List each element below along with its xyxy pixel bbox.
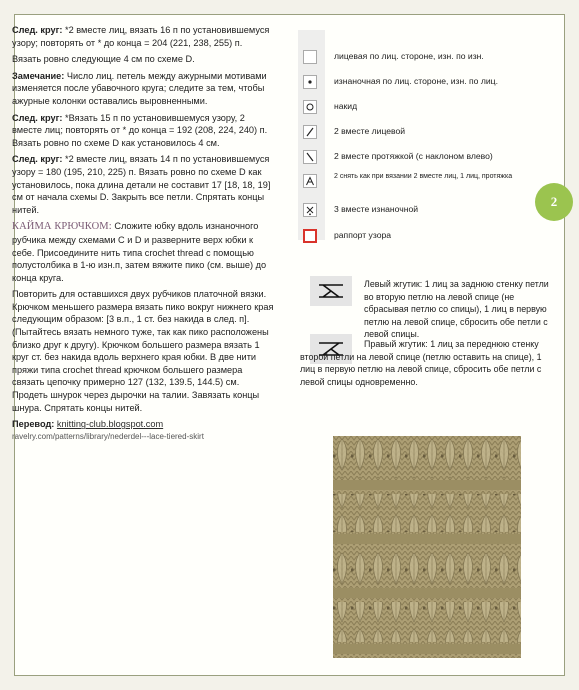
legend-label: накид <box>334 101 358 111</box>
legend-label: изнаночная по лиц. стороне, изн. по лиц. <box>334 76 498 86</box>
dot-cell-icon <box>303 75 317 89</box>
x-dot-cell-icon <box>303 203 317 217</box>
paragraph-text: Сложите юбку вдоль изнаночного рубчика между схемами C и D и разверните верх юбки к себе. Присоедините нить типа crochet thread с помощью полустолбика в 1-ю изн.п, затем вяжите пико (см. выше) до конца круга. <box>12 221 267 283</box>
left-twist-description: Левый жгутик: 1 лиц за заднюю стенку петли во вторую петлю на левой спице (не сбрасывая петлю со спицы), 1 лиц в первую петлю на левой спице, сбросить обе петли с левой спицы. <box>364 279 549 339</box>
paragraph-5 <box>12 153 274 216</box>
left-twist-text <box>364 278 560 341</box>
instructions-column <box>12 24 274 443</box>
paragraph-label: След. круг: <box>12 25 63 35</box>
paragraph-label: След. круг: <box>12 154 63 165</box>
right-twist-description: Правый жгутик: 1 лиц за переднюю стенку второй петли на левой спице (петлю оставить на спице), 1 лиц в первую петлю на левой спице, сбросить обе петли с левой спицы одновременно. <box>300 339 542 387</box>
section-heading: КАЙМА КРЮЧКОМ: <box>12 221 112 233</box>
legend-label: раппорт узора <box>334 230 392 240</box>
paragraph-label: Замечание: <box>12 70 65 81</box>
source-url[interactable]: ravelry.com/patterns/library/nederdel---lace-tiered-skirt <box>12 431 204 441</box>
blank-cell-icon <box>303 50 317 64</box>
paragraph-4 <box>12 112 274 150</box>
paragraph-7: Повторить для оставшихся двух рубчиков платочной вязки. Крючком меньшего размера вязать пико вокруг нижнего края следующим образом: [3 в.п., 1 ст. без накида в след. п]. (Пытайтесь вязать немного туже, так как пико расположены близко друг к другу). Крючком большего размера вязать 1 круг ст. без накида вдоль верхнего края юбки. В две нити пряжи типа crochet thread крючком большего размера связать цепочку примерно 127 (132, 139.5, 144.5) см. Продеть шнурок через дырочки на талии. Завязать концы шнура. Спрятать концы нитей. <box>12 289 274 413</box>
paragraph-1 <box>12 24 274 49</box>
legend-label: 3 вместе изнаночной <box>334 204 419 214</box>
paragraph-2: Вязать ровно следующие 4 см по схеме D. <box>12 54 195 65</box>
legend-label: 2 вместе лицевой <box>334 126 406 136</box>
legend-label: лицевая по лиц. стороне, изн. по изн. <box>334 51 484 61</box>
paragraph-label: След. круг: <box>12 112 63 123</box>
legend-label: 2 снять как при вязании 2 вместе лиц, 1 лиц, протяжка <box>334 173 513 180</box>
left-twist-icon <box>310 276 352 306</box>
circle-cell-icon <box>303 100 317 114</box>
paragraph-text: *Вязать 15 п по установившемуся узору, 2 вместе лиц; повторять от * до конца = 192 (208, 224, 240) п. Вязать ровно по схеме D как установилось 4 см. <box>12 112 268 148</box>
left-slash-cell-icon <box>303 150 317 164</box>
repeat-box-icon <box>303 229 317 243</box>
knitted-lace-photo <box>333 436 521 658</box>
credit-label: Перевод: <box>12 419 55 430</box>
paragraph-text: *2 вместе лиц, вязать 14 п по установившемуся узору = 180 (195, 210, 225) п. Вязать ровно по схеме D как установилось, пока длина детали не составит 17 [18, 18, 19] см от начала схемы D. Закрыть все петли. Спрятать концы нитей. <box>12 154 271 215</box>
paragraph-text: Число лиц. петель между ажурными мотивами изменяется после убавочного круга; следите за тем, чтобы ажурные колонки оставались выровненными. <box>12 70 267 106</box>
credit <box>12 418 274 431</box>
paragraph-6 <box>12 220 274 284</box>
credit-link[interactable]: knitting-club.blogspot.com <box>56 419 164 430</box>
legend-label: 2 вместе протяжкой (с наклоном влево) <box>334 151 493 161</box>
right-slash-cell-icon <box>303 125 317 139</box>
page-number-badge: 2 <box>535 183 573 221</box>
caret-cell-icon <box>303 174 317 188</box>
paragraph-text: *2 вместе лиц, вязать 16 п по установившемуся узору; повторять от * до конца = 204 (221, 238, 255) п. <box>12 25 270 48</box>
paragraph-3 <box>12 70 274 108</box>
right-twist-text <box>300 338 558 388</box>
